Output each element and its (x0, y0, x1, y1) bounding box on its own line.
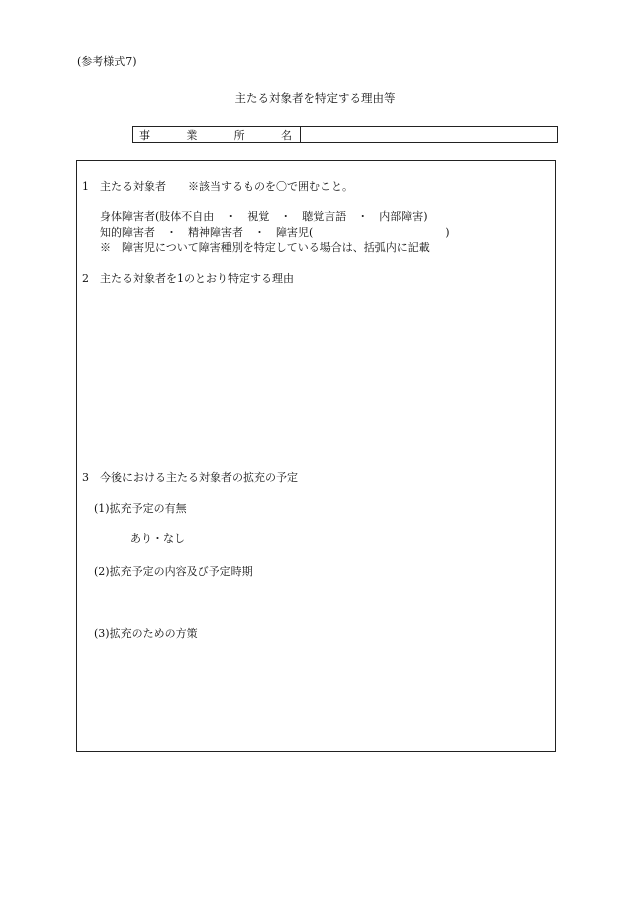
section3-item1: (1)拡充予定の有無 (94, 502, 187, 515)
section1-heading: 1 主たる対象者 ※該当するものを〇で囲むこと。 (82, 180, 353, 193)
section3-item2: (2)拡充予定の内容及び予定時期 (94, 565, 253, 578)
section3-heading: 3 今後における主たる対象者の拡充の予定 (82, 471, 298, 484)
section3-item1-answer: あり・なし (130, 532, 185, 545)
form-reference: (参考様式7) (77, 55, 137, 68)
office-label-char: 事 (139, 128, 150, 142)
office-label-char: 名 (280, 128, 292, 142)
office-name-label (133, 127, 301, 142)
office-label-char: 所 (233, 128, 245, 142)
office-name-field (132, 126, 558, 143)
section1-note: ※ 障害児について障害種別を特定している場合は、括弧内に記載 (100, 241, 430, 254)
page-title: 主たる対象者を特定する理由等 (234, 91, 396, 105)
office-label-char: 業 (186, 128, 198, 142)
section1-physical-line: 身体障害者(肢体不自由 ・ 視覚 ・ 聴覚言語 ・ 内部障害) (100, 210, 428, 223)
section3-item3: (3)拡充のための方策 (94, 627, 198, 640)
section1-intellectual-line: 知的障害者 ・ 精神障害者 ・ 障害児( ) (100, 226, 450, 239)
office-name-value[interactable] (302, 127, 557, 142)
section2-heading: 2 主たる対象者を1のとおり特定する理由 (82, 272, 294, 285)
